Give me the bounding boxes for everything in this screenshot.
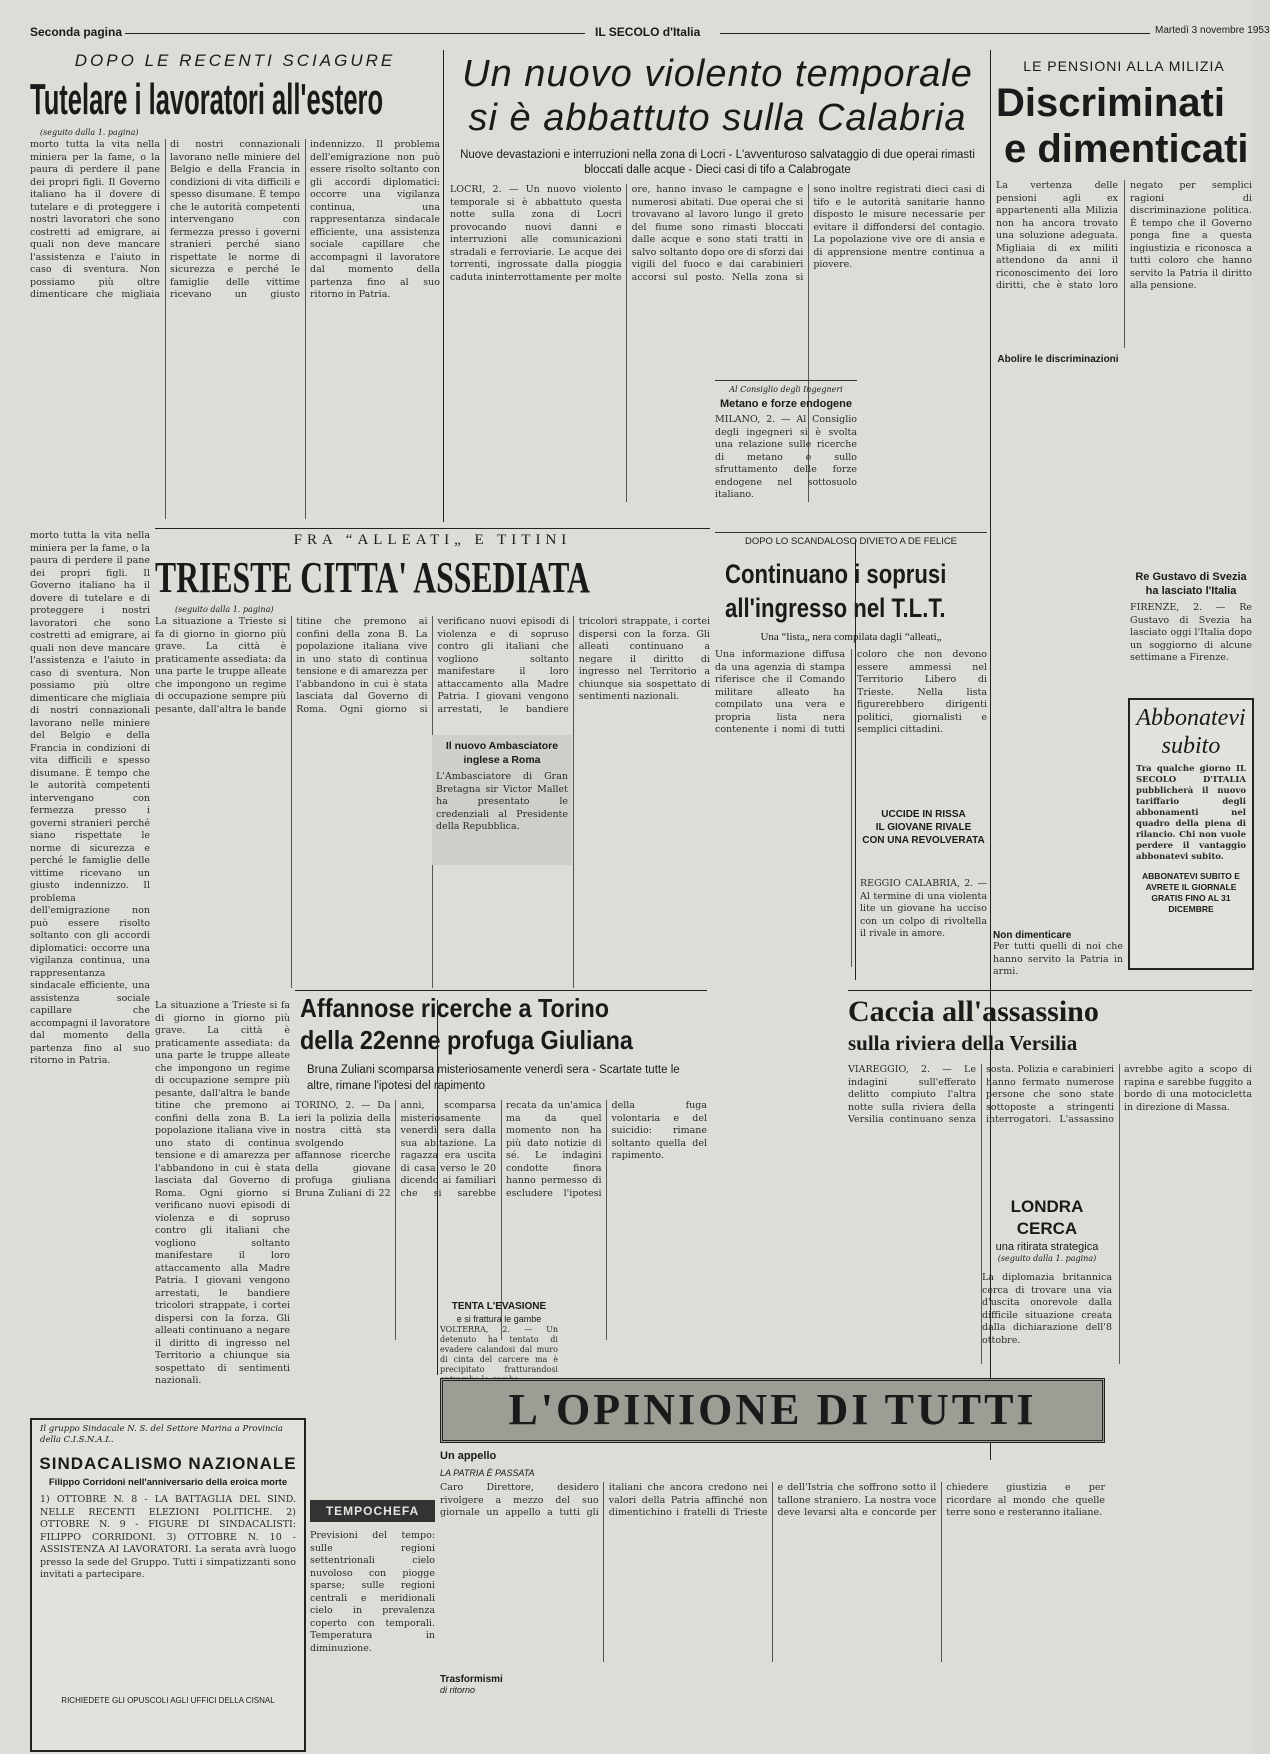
article-subtitle: Bruna Zuliani scomparsa misteriosamente venerdì sera - Scartate tutte le altre, rimane l'ipotesi del rapimento [307,1064,680,1092]
brief-body: FIRENZE, 2. — Re Gustavo di Svezia ha lasciato oggi l'Italia dopo un soggiorno di alcune settimane a Firenze. [1130,602,1252,663]
box-sindacalismo [30,1418,306,1752]
box-title: Il nuovo Ambasciatore inglese a Roma [445,740,559,766]
article-kicker: DOPO LO SCANDALOSO DIVIETO A DE FELICE [744,536,958,547]
box-title-2: una ritirata strategica [995,1241,1099,1253]
article-kicker: FRA “ALLEATI„ E TITINI [293,532,572,548]
article-workers-continued [30,530,150,1410]
continued-note: (seguito dalla 1. pagina) [997,1254,1097,1263]
box-title: TEMPOCHEFA [310,1500,435,1522]
article-headline: Tutelare i lavoratori all'estero [30,75,384,124]
opinion-letter-title: Un appello [440,1450,497,1462]
page-label: Seconda pagina [30,25,123,39]
box-label: Al Consiglio degli Ingegneri [729,385,843,394]
box-non-dimenticare [993,930,1123,980]
article-headline: Caccia all'assassino [848,995,1099,1028]
article-body: LOCRI, 2. — Un nuovo violento temporale si è abbattuto questa notte sulla zona di Locri provocando nuovi danni e interruzioni alle comunicazioni stradali e ferroviarie. Le acque dei torrenti, ingrossate dalla pioggia caduta ininterrottamente per molte ore, hanno invaso le campagne e numerosi abitati. Due operai che si trovavano al lavoro lungo il greto del fiume sono rimasti bloccati dalle acque e sono stati tratti in salvo soltanto dopo ore di sforzi dai vigili del fuoco e dai carabinieri accorsi sul posto. Nella zona si sono inoltre registrati dieci casi di tifo e le autorità sanitarie hanno disposto le misure necessarie per evitare il diffondersi del contagio. La popolazione vive ore di ansia e di apprensione mentre continua a piovere. [450,184,985,283]
brief-king-sweden [1130,570,1252,690]
opinion-body: Caro Direttore, desidero rivolgere a mezzo del suo giornale un appello a tutti gli italiani che ancora credono nei valori della Patria affinché non dimentichino i fratelli di Trieste e dell'Istria che soffrono sotto il tallone straniero. La nostra voce deve levarsi alta e concorde per chiedere giustizia e per ricordare al mondo che quelle terre sono e resteranno italiane. [440,1482,1105,1518]
opinion-letter-subtitle: LA PATRIA È PASSATA [440,1468,535,1478]
box-body: Previsioni del tempo: sulle regioni settentrionali cielo nuvoloso con piogge sparse; sulle regioni centrali e meridionali cielo in prevalenza coperto con temporali. Temperatura in diminuzione. [310,1530,435,1654]
article-headline-2: si è abbattuto sulla Calabria [468,97,967,139]
box-intro: Il gruppo Sindacale N. S. del Settore Marina a Provincia della C.I.S.N.A.L. [40,1424,283,1445]
article-subtitle: Nuove devastazioni e interruzioni nella zona di Locri - L'avventuroso salvataggio di due operai rimasti bloccati dalle acque - Dieci casi di tifo a Calabrogate [460,149,975,176]
article-body: Una informazione diffusa da una agenzia di stampa riferisce che il Comando militare alleato ha compilato una vera e propria lista nera contenente i nomi di tutti coloro che non devono essere ammessi nel Territorio Libero di Trieste. Nella lista figurerebbero dirigenti politici, giornalisti e semplici cittadini. [715,649,987,735]
article-headline: Un nuovo violento temporale [462,53,973,95]
article-kicker: LE PENSIONI ALLA MILIZIA [1023,58,1225,74]
article-headline-2: della 22enne profuga Giuliana [300,1025,633,1055]
box-body: VOLTERRA, 2. — Un detenuto ha tentato di evadere calandosi dal muro di cinta del carcere ma è precipitato fratturandosi [440,1325,558,1374]
opinion-banner [440,1378,1105,1443]
box-metano [715,380,857,500]
article-workers-abroad [30,48,440,526]
article-body: TORINO, 2. — Da ieri la polizia della nostra città sta svolgendo affannose ricerche della giovane profuga giuliana Bruna Zuliani di 22 anni, scomparsa misteriosamente venerdì sera dalla sua abitazione. La ragazza era uscita di casa verso le 20 dicendo ai familiari che si sarebbe recata da un'amica ma da quel momento non ha più dato notizie di sé. Le indagini condotte finora hanno permesso di escludere l'ipotesi della fuga volontaria e del suicidio: rimane soltanto quella del rapimento. [295,1100,707,1199]
box-title-2: subito [1161,733,1221,759]
article-trieste-continued [155,1000,290,1410]
article-headline: Discriminati [996,81,1225,125]
box-title-2: IL GIOVANE RIVALE [875,822,972,833]
article-headline-2: e dimenticati [1004,127,1249,171]
article-kicker: DOPO LE RECENTI SCIAGURE [74,51,396,70]
box-london-text [982,1272,1112,1370]
box-title: UCCIDE IN RISSA [881,809,966,820]
article-body: morto tutta la vita nella miniera per la fame, o la paura di perdere il pane dei propri figli. Il Governo italiano ha il dovere di tutelare e di proteggere i nostri lavoratori che sono costretti ad emigrare, ai quali non deve mancare l'assistenza e l'aiuto in caso di sventura. Non possiamo più oltre dimenticare che migliaia di nostri connazionali lavorano nelle miniere del Belgio e della Francia in condizioni di vita difficili e spesso disumane. È tempo che le autorità competenti intervengano con fermezza presso i governi stranieri perché siano rispettate le norme di sicurezza e perché le famiglie delle vittime ricevano un giusto indennizzo. Il problema dell'emigrazione non può essere risolto soltanto con gli accordi diplomatici: occorre una vigilanza continua, una rappresentanza sindacale efficiente, una assistenza sociale capillare che accompagni il lavoratore dal momento della partenza fino al suo ritorno in Patria. [30,139,440,300]
box-title: TENTA L'EVASIONE [451,1301,547,1312]
article-body-continued: morto tutta la vita nella miniera per la fame, o la paura di perdere il pane dei propri figli. Il Governo italiano ha il dovere di tutelare e di proteggere i nostri lavoratori che sono costretti ad emigrare, ai quali non deve mancare l'assistenza e l'aiuto in caso di sventura. Non possiamo più oltre dimenticare che migliaia di nostri connazionali lavorano nelle miniere del Belgio e della Francia in condizioni di vita difficili e spesso disumane. È tempo che le autorità competenti intervengano con fermezza presso i governi stranieri perché siano rispettate le norme di sicurezza e perché le famiglie delle vittime ricevano un giusto indennizzo. Il problema dell'emigrazione non può essere risolto soltanto con gli accordi diplomatici: occorre una vigilanza continua, una rappresentanza sindacale efficiente, una assistenza sociale capillare che accompagni il lavoratore dal momento della partenza fino al suo ritorno in Patria. [30,530,150,1066]
article-subtitle: Una “lista„ nera compilata dagli “alleati„ [760,631,942,643]
box-title-2: e si frattura le gambe [456,1314,542,1324]
box-title: LONDRA CERCA [1010,1197,1084,1238]
box-weather [310,1500,435,1750]
box-body: MILANO, 2. — Al Consiglio degli ingegneri si è svolta una relazione sulle ricerche di metano e sullo sfruttamento delle forze endogene nel sottosuolo italiano. [715,414,857,500]
article-headline-2: sulla riviera della Versilia [848,1031,1078,1055]
box-subtitle: Filippo Corridoni nell'anniversario della eroica morte [48,1477,288,1488]
newspaper-name: IL SECOLO d'Italia [595,25,701,39]
box-rissa [860,808,987,878]
box-title: Metano e forze endogene [719,398,853,410]
box-rissa-text [860,878,987,939]
banner-title: L'OPINIONE DI TUTTI [508,1385,1037,1434]
box-title: Abbonatevi [1136,705,1246,731]
opinion-second-subtitle: di ritorno [440,1685,476,1695]
opinion-section [440,1450,1105,1750]
box-ambassador [432,735,572,865]
box-title-3: CON UNA REVOLVERATA [862,835,985,846]
box-body: 1) OTTOBRE N. 8 - LA BATTAGLIA DEL SIND. NELLE RECENTI ELEZIONI POLITICHE. 2) OTTOBRE N. 9 - FIGURE DI SINDACALISTI: FILIPPO CORRIDONI. 3) OTTOBRE N. 10 - ASSISTENZA AI LAVORATORI. La serata avrà luogo presso la sede del Gruppo. Tutti i simpatizzanti sono invitati a partecipare. [40,1494,296,1580]
box-footer: ABBONATEVI SUBITO E AVRETE IL GIORNALE GRATIS FINO AL 31 DICEMBRE [1142,871,1240,914]
box-london [982,1196,1112,1271]
article-body: La vertenza delle pensioni agli ex appartenenti alla Milizia non ha ancora trovato una soluzione adeguata. Migliaia di ex militi attendono da anni il riconoscimento dei loro diritti, che è stato loro negato per semplici ragioni di discriminazione politica. È tempo che il Governo ponga fine a questa ingiustizia e riconosca a tutti coloro che hanno servito la Patria il diritto alla pensione. [996,180,1252,291]
continued-note: (seguito dalla 1. pagina) [175,605,274,614]
box-body: Tra qualche giorno IL SECOLO D'ITALIA pubblicherà il nuovo tariffario degli abbonamenti nel quadro della piena di rilancio. Chi non vuole perdere il vantaggio abbonatevi subito. [1136,764,1246,862]
continued-note: (seguito dalla 1. pagina) [40,128,139,137]
article-body-continued: La situazione a Trieste si fa di giorno in giorno più grave. La città è praticamente assediata: da una parte le truppe alleate che impongono un regime di occupazione sempre più pesante, dall'altra le bande titine che premono ai confini della zona B. La popolazione italiana vive in uno stato di continua tensione e di amarezza per l'abbandono in cui è stata lasciata dal Governo di Roma. Ogni giorno si verificano nuovi episodi di violenza e di sopruso contro gli italiani che vogliono soltanto manifestare il loro attaccamento alla Madre Patria. I giovani vengono arrestati, le bandiere tricolori strappate, i cortei dispersi con la forza. Gli alleati continuano a negare il diritto di ingresso nel Territorio a chiunque sia sospettato di sentimenti nazionali. [155,1000,290,1386]
box-title: SINDACALISMO NAZIONALE [39,1454,297,1473]
box-body: Per tutti quelli di noi che hanno servito la Patria in armi. [993,941,1123,977]
brief-title: Re Gustavo di Svezia ha lasciato l'Italia [1135,571,1247,597]
article-headline: Continuano i soprusi [725,559,947,589]
box-body: L'Ambasciatore di Gran Bretagna sir Victor Mallet ha presentato le credenziali al Presidente della Repubblica. [436,771,568,832]
masthead [30,22,1270,44]
box-title: Non dimenticare [993,930,1072,941]
article-headline: Affannose ricerche a Torino [300,993,610,1023]
box-body: REGGIO CALABRIA, 2. — Al termine di una violenta lite un giovane ha ucciso con un colpo di rivoltella il rivale in amore. [860,878,987,939]
opinion-second-title: Trasformismi [440,1674,503,1685]
article-headline: TRIESTE CITTA' ASSEDIATA [155,553,590,602]
article-body: La situazione a Trieste si fa di giorno in giorno più grave. La città è praticamente assediata: da una parte le truppe alleate che impongono un regime di occupazione sempre più pesante, dall'altra le bande titine che premono ai confini della zona B. La popolazione italiana vive in uno stato di continua tensione e di amarezza per l'abbandono in cui è stata lasciata dal Governo di Roma. Ogni giorno si verificano nuovi episodi di violenza e di sopruso contro gli italiani che vogliono soltanto manifestare il loro attaccamento alla Madre Patria. I giovani vengono arrestati, le bandiere tricolori strappate, i cortei dispersi con la forza. Gli alleati continuano a negare il diritto di ingresso nel Territorio a chiunque sia sospettato di sentimenti nazionali. [155,616,710,715]
box-footer: RICHIEDETE GLI OPUSCOLI AGLI UFFICI DELLA CISNAL [61,1696,275,1705]
box-evasione [440,1300,558,1374]
box-body: La diplomazia britannica cerca di trovare una via d'uscita onorevole dalla difficile situazione creata dalla dichiarazione dell'8 ottobre. [982,1272,1112,1346]
issue-date: Martedì 3 novembre 1953 [1155,25,1270,36]
article-pensions [996,50,1252,530]
article-subhead: Abolire le discriminazioni [997,354,1119,365]
box-subscribe [1128,698,1254,970]
article-headline-2: all'ingresso nel T.L.T. [725,593,946,623]
article-body: VIAREGGIO, 2. — Le indagini sull'efferato delitto compiuto l'altra notte sulla riviera della Versilia continuano senza sosta. Polizia e carabinieri hanno fermato numerose persone che sono state sottoposte a stringenti interrogatori. L'assassino avrebbe agito a scopo di rapina e sarebbe fuggito a bordo di una motocicletta in direzione di Massa. [848,1064,1252,1125]
